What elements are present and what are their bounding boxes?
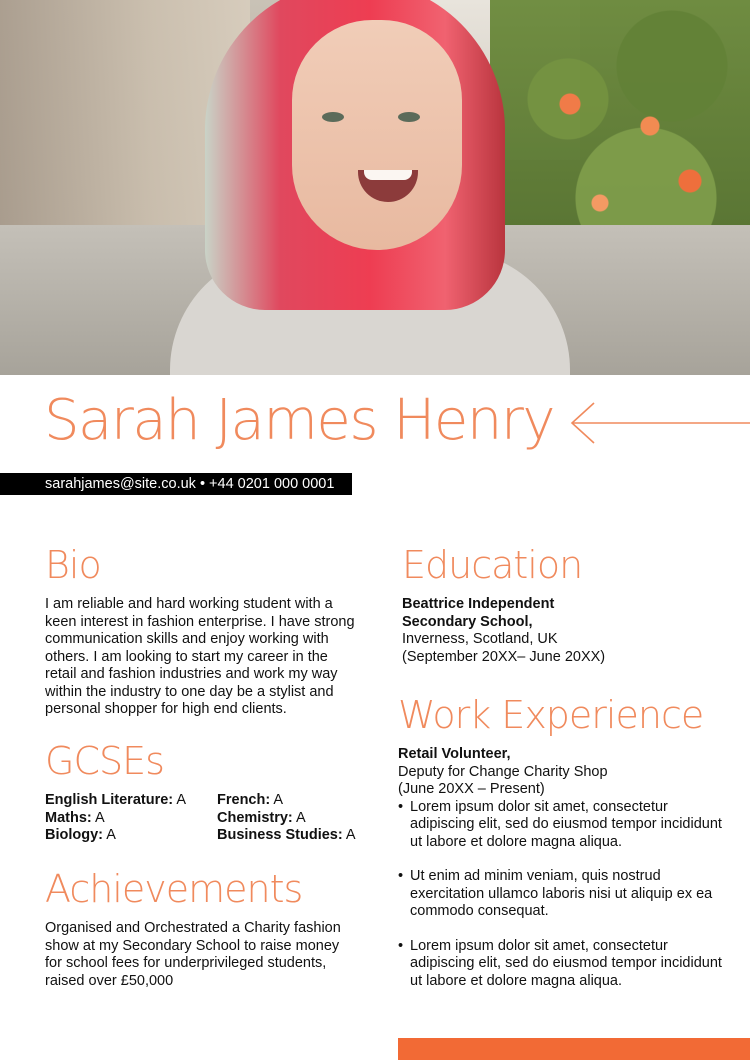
decorative-orange-bar [398, 1038, 750, 1060]
gcse-grade: A [103, 827, 116, 843]
education-heading: Education [402, 543, 583, 587]
job-duties-list [398, 799, 728, 991]
gcse-grade: A [342, 827, 356, 843]
list-item: • Lorem ipsum dolor sit amet, consectetur adipiscing elit, sed do eiusmod tempor incididunt ut labore et dolore magna aliqua. [398, 799, 728, 852]
gcse-subject: Business Studies: [217, 827, 343, 843]
gcse-grade: A [270, 792, 284, 808]
gcse-subject: Biology: [45, 827, 103, 843]
photo-teeth [364, 170, 412, 180]
gcse-grade: A [91, 809, 105, 826]
education-entry [402, 596, 722, 666]
arrow-left-icon [568, 400, 750, 446]
school-name: Beattrice Independent [402, 596, 555, 612]
gcse-subject: French: [217, 792, 271, 808]
list-item: • Ut enim ad minim veniam, quis nostrud exercitation ullamco laboris nisi ut aliquip ex ea commodo consequat. [398, 868, 728, 921]
gcse-grade: A [173, 792, 187, 808]
job-organisation: Deputy for Change Charity Shop [398, 763, 608, 780]
school-name: Secondary School, [402, 613, 533, 630]
school-dates: (September 20XX– June 20XX) [402, 648, 606, 665]
list-item: • Lorem ipsum dolor sit amet, consectetur adipiscing elit, sed do eiusmod tempor incididunt ut labore et dolore magna aliqua. [398, 938, 728, 991]
photo-eye [322, 112, 344, 122]
work-entry [398, 746, 728, 1007]
gcse-subject: English Literature: [45, 792, 174, 808]
contact-bar [0, 473, 352, 495]
job-dates: (June 20XX – Present) [398, 781, 545, 797]
job-role: Retail Volunteer, [398, 746, 511, 762]
bio-heading: Bio [45, 543, 101, 587]
work-experience-heading: Work Experience [398, 693, 704, 737]
profile-photo [0, 0, 750, 375]
gcses-heading: GCSEs [45, 739, 164, 783]
photo-eye [398, 112, 420, 122]
achievements-heading: Achievements [45, 867, 303, 911]
contact-info: sarahjames@site.co.uk • +44 0201 000 0001 [45, 476, 335, 492]
school-location: Inverness, Scotland, UK [402, 631, 558, 647]
achievements-text: Organised and Orchestrated a Charity fashion show at my Secondary School to raise money for school fees for underprivileged students, raised over £50,000 [45, 920, 341, 989]
photo-person-face [292, 20, 462, 250]
candidate-name: Sarah James Henry [44, 388, 555, 453]
gcse-grade: A [292, 809, 306, 826]
bio-text: I am reliable and hard working student with a keen interest in fashion enterprise. I have strong communication skills and enjoy working with others. I am looking to start my career in the retail and fashion industries and work my way within the industry to one day be a stylist and personal shopper for high end clients. [45, 596, 355, 717]
gcse-grades [45, 792, 365, 845]
gcse-subject: Chemistry: [217, 809, 293, 826]
gcse-subject: Maths: [45, 809, 92, 826]
